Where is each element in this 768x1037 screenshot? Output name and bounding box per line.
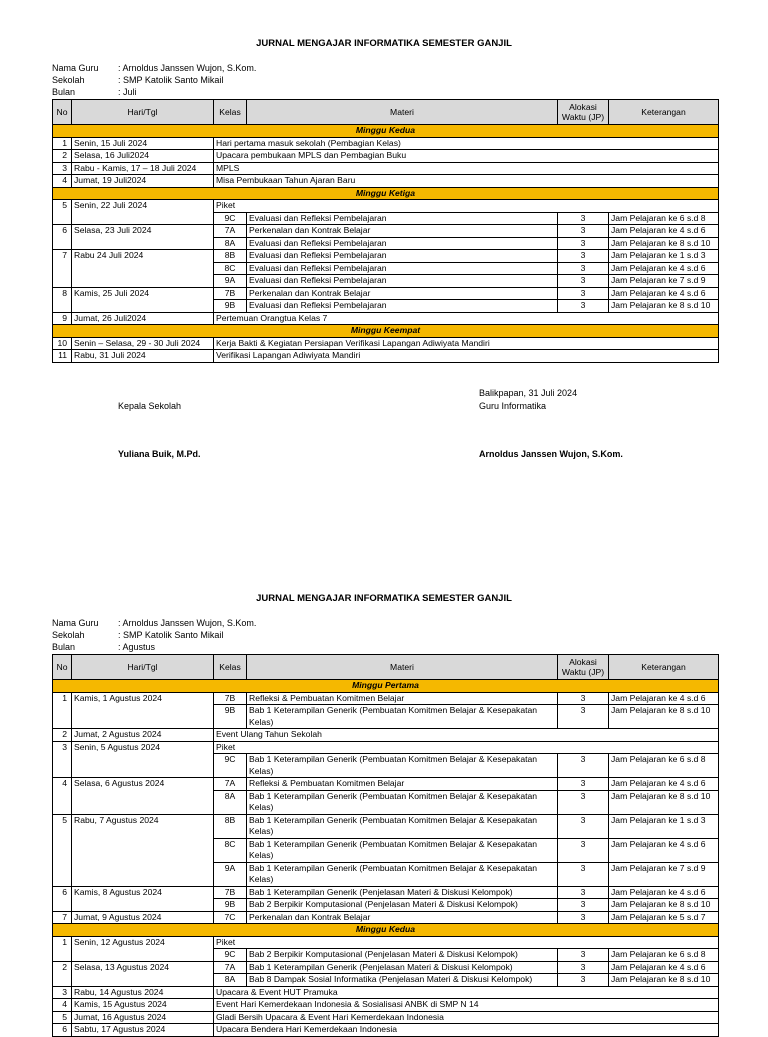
cell-materi: Refleksi & Pembuatan Komitmen Belajar — [247, 692, 558, 705]
week-label: Minggu Pertama — [53, 680, 719, 693]
cell-keterangan: Jam Pelajaran ke 4 s.d 6 — [609, 886, 719, 899]
value-guru: : Arnoldus Janssen Wujon, S.Kom. — [118, 618, 257, 628]
cell-kelas: 9B — [214, 899, 247, 912]
cell-jp: 3 — [558, 838, 609, 862]
table-row — [53, 999, 719, 1012]
cell-kelas: 7A — [214, 778, 247, 791]
cell-no: 2 — [53, 150, 72, 163]
header-alokasi: Alokasi Waktu (JP) — [558, 655, 609, 680]
cell-kelas: 8B — [214, 814, 247, 838]
teacher-name — [479, 448, 623, 461]
cell-materi: Perkenalan dan Kontrak Belajar — [247, 225, 558, 238]
cell-jp: 3 — [558, 237, 609, 250]
cell-hari: Sabtu, 17 Agustus 2024 — [72, 1024, 214, 1037]
cell-materi: Refleksi & Pembuatan Komitmen Belajar — [247, 778, 558, 791]
table-row — [53, 814, 719, 838]
cell-keterangan: Jam Pelajaran ke 6 s.d 8 — [609, 212, 719, 225]
cell-no: 9 — [53, 312, 72, 325]
cell-materi: Evaluasi dan Refleksi Pembelajaran — [247, 262, 558, 275]
table-row — [53, 337, 719, 350]
cell-kelas: 9C — [214, 754, 247, 778]
cell-kelas: 9A — [214, 862, 247, 886]
cell-no: 6 — [53, 1024, 72, 1037]
cell-materi: Upacara & Event HUT Pramuka — [214, 986, 719, 999]
cell-kelas: 9A — [214, 275, 247, 288]
cell-materi: Verifikasi Lapangan Adiwiyata Mandiri — [214, 350, 719, 363]
table-header — [53, 100, 719, 125]
label-guru: Nama Guru — [52, 63, 99, 73]
cell-materi: Piket — [214, 200, 719, 213]
cell-materi: Piket — [214, 936, 719, 949]
teacher-info — [52, 62, 256, 98]
table-row — [53, 225, 719, 238]
cell-jp: 3 — [558, 250, 609, 263]
cell-hari: Rabu, 7 Agustus 2024 — [72, 814, 214, 886]
teacher-role: Guru Informatika — [479, 401, 547, 411]
cell-no: 7 — [53, 250, 72, 288]
cell-jp: 3 — [558, 790, 609, 814]
teacher-name-text: Arnoldus Janssen Wujon, S.Kom. — [479, 449, 623, 459]
table-row — [53, 137, 719, 150]
cell-materi: Upacara pembukaan MPLS dan Pembagian Buku — [214, 150, 719, 163]
label-sekolah: Sekolah — [52, 630, 85, 640]
value-bulan: : Agustus — [118, 642, 156, 652]
signature-teacher-block — [479, 387, 577, 413]
cell-hari: Jumat, 19 Juli2024 — [72, 175, 214, 188]
cell-kelas: 7B — [214, 287, 247, 300]
cell-no: 1 — [53, 936, 72, 961]
table-row — [53, 961, 719, 974]
cell-jp: 3 — [558, 692, 609, 705]
cell-hari: Kamis, 15 Agustus 2024 — [72, 999, 214, 1012]
header-hari: Hari/Tgl — [72, 100, 214, 125]
cell-keterangan: Jam Pelajaran ke 6 s.d 8 — [609, 754, 719, 778]
cell-hari: Rabu, 31 Juli 2024 — [72, 350, 214, 363]
week-label: Minggu Keempat — [53, 325, 719, 338]
week-row — [53, 924, 719, 937]
cell-materi: MPLS — [214, 162, 719, 175]
cell-materi: Perkenalan dan Kontrak Belajar — [247, 911, 558, 924]
cell-materi: Gladi Bersih Upacara & Event Hari Kemerdekaan Indonesia — [214, 1011, 719, 1024]
cell-kelas: 8A — [214, 237, 247, 250]
cell-no: 4 — [53, 999, 72, 1012]
cell-no: 3 — [53, 741, 72, 778]
header-no: No — [53, 100, 72, 125]
table-row — [53, 741, 719, 754]
table-row — [53, 150, 719, 163]
cell-jp: 3 — [558, 225, 609, 238]
cell-no: 10 — [53, 337, 72, 350]
cell-keterangan: Jam Pelajaran ke 8 s.d 10 — [609, 705, 719, 729]
cell-no: 5 — [53, 200, 72, 225]
cell-materi: Bab 8 Dampak Sosial Informatika (Penjelasan Materi & Diskusi Kelompok) — [247, 974, 558, 987]
cell-no: 11 — [53, 350, 72, 363]
week-row — [53, 187, 719, 200]
cell-keterangan: Jam Pelajaran ke 1 s.d 3 — [609, 814, 719, 838]
cell-jp: 3 — [558, 705, 609, 729]
cell-hari: Senin, 22 Juli 2024 — [72, 200, 214, 225]
cell-keterangan: Jam Pelajaran ke 4 s.d 6 — [609, 692, 719, 705]
header-hari: Hari/Tgl — [72, 655, 214, 680]
header-alokasi: Alokasi Waktu (JP) — [558, 100, 609, 125]
cell-hari: Selasa, 13 Agustus 2024 — [72, 961, 214, 986]
cell-no: 1 — [53, 137, 72, 150]
cell-no: 5 — [53, 814, 72, 886]
cell-no: 5 — [53, 1011, 72, 1024]
cell-hari: Senin, 12 Agustus 2024 — [72, 936, 214, 961]
table-row — [53, 162, 719, 175]
cell-jp: 3 — [558, 275, 609, 288]
cell-jp: 3 — [558, 899, 609, 912]
cell-materi: Bab 1 Keterampilan Generik (Pembuatan Komitmen Belajar & Kesepakatan Kelas) — [247, 838, 558, 862]
cell-materi: Kerja Bakti & Kegiatan Persiapan Verifikasi Lapangan Adiwiyata Mandiri — [214, 337, 719, 350]
cell-keterangan: Jam Pelajaran ke 4 s.d 6 — [609, 838, 719, 862]
label-bulan: Bulan — [52, 87, 76, 97]
table-row — [53, 729, 719, 742]
cell-hari: Rabu - Kamis, 17 – 18 Juli 2024 — [72, 162, 214, 175]
cell-kelas: 7C — [214, 911, 247, 924]
value-bulan: : Juli — [118, 87, 137, 97]
cell-materi: Bab 1 Keterampilan Generik (Penjelasan Materi & Diskusi Kelompok) — [247, 886, 558, 899]
cell-materi: Bab 1 Keterampilan Generik (Pembuatan Komitmen Belajar & Kesepakatan Kelas) — [247, 754, 558, 778]
cell-keterangan: Jam Pelajaran ke 1 s.d 3 — [609, 250, 719, 263]
cell-jp: 3 — [558, 300, 609, 313]
journal-title: JURNAL MENGAJAR INFORMATIKA SEMESTER GANJIL — [256, 593, 512, 604]
cell-no: 2 — [53, 729, 72, 742]
headmaster-name — [118, 448, 201, 461]
table-row — [53, 936, 719, 949]
cell-kelas: 7B — [214, 692, 247, 705]
cell-materi: Evaluasi dan Refleksi Pembelajaran — [247, 250, 558, 263]
cell-materi: Bab 1 Keterampilan Generik (Pembuatan Komitmen Belajar & Kesepakatan Kelas) — [247, 705, 558, 729]
week-row — [53, 125, 719, 138]
value-guru: : Arnoldus Janssen Wujon, S.Kom. — [118, 63, 257, 73]
cell-materi: Evaluasi dan Refleksi Pembelajaran — [247, 300, 558, 313]
cell-jp: 3 — [558, 961, 609, 974]
cell-kelas: 9B — [214, 300, 247, 313]
table-header — [53, 655, 719, 680]
table-row — [53, 911, 719, 924]
teacher-info — [52, 617, 256, 653]
cell-kelas: 8A — [214, 790, 247, 814]
header-materi: Materi — [247, 655, 558, 680]
cell-hari: Jumat, 26 Juli2024 — [72, 312, 214, 325]
cell-keterangan: Jam Pelajaran ke 6 s.d 8 — [609, 949, 719, 962]
cell-materi: Misa Pembukaan Tahun Ajaran Baru — [214, 175, 719, 188]
headmaster-role: Kepala Sekolah — [118, 401, 182, 411]
cell-no: 4 — [53, 175, 72, 188]
cell-keterangan: Jam Pelajaran ke 8 s.d 10 — [609, 300, 719, 313]
cell-keterangan: Jam Pelajaran ke 4 s.d 6 — [609, 778, 719, 791]
cell-kelas: 9C — [214, 212, 247, 225]
cell-hari: Kamis, 25 Juli 2024 — [72, 287, 214, 312]
week-label: Minggu Kedua — [53, 125, 719, 138]
cell-jp: 3 — [558, 886, 609, 899]
cell-keterangan: Jam Pelajaran ke 8 s.d 10 — [609, 974, 719, 987]
header-kelas: Kelas — [214, 100, 247, 125]
cell-keterangan: Jam Pelajaran ke 7 s.d 9 — [609, 862, 719, 886]
table-row — [53, 312, 719, 325]
table-row — [53, 778, 719, 791]
cell-hari: Rabu, 14 Agustus 2024 — [72, 986, 214, 999]
cell-hari: Senin – Selasa, 29 - 30 Juli 2024 — [72, 337, 214, 350]
cell-materi: Evaluasi dan Refleksi Pembelajaran — [247, 237, 558, 250]
cell-hari: Jumat, 16 Agustus 2024 — [72, 1011, 214, 1024]
place-date: Balikpapan, 31 Juli 2024 — [479, 388, 578, 398]
cell-hari: Kamis, 8 Agustus 2024 — [72, 886, 214, 911]
table-row — [53, 886, 719, 899]
cell-kelas: 9B — [214, 705, 247, 729]
cell-materi: Evaluasi dan Refleksi Pembelajaran — [247, 212, 558, 225]
cell-kelas: 8C — [214, 262, 247, 275]
cell-kelas: 8C — [214, 838, 247, 862]
value-sekolah: : SMP Katolik Santo Mikail — [118, 630, 224, 640]
cell-keterangan: Jam Pelajaran ke 8 s.d 10 — [609, 790, 719, 814]
journal-title: JURNAL MENGAJAR INFORMATIKA SEMESTER GANJIL — [256, 38, 512, 49]
cell-keterangan: Jam Pelajaran ke 4 s.d 6 — [609, 287, 719, 300]
cell-jp: 3 — [558, 814, 609, 838]
week-label: Minggu Ketiga — [53, 187, 719, 200]
cell-kelas: 9C — [214, 949, 247, 962]
label-bulan: Bulan — [52, 642, 76, 652]
cell-kelas: 7A — [214, 961, 247, 974]
header-no: No — [53, 655, 72, 680]
cell-materi: Bab 1 Keterampilan Generik (Pembuatan Komitmen Belajar & Kesepakatan Kelas) — [247, 862, 558, 886]
cell-kelas: 8B — [214, 250, 247, 263]
cell-keterangan: Jam Pelajaran ke 4 s.d 6 — [609, 262, 719, 275]
cell-materi: Pertemuan Orangtua Kelas 7 — [214, 312, 719, 325]
cell-no: 7 — [53, 911, 72, 924]
cell-keterangan: Jam Pelajaran ke 5 s.d 7 — [609, 911, 719, 924]
cell-materi: Bab 1 Keterampilan Generik (Penjelasan Materi & Diskusi Kelompok) — [247, 961, 558, 974]
table-row — [53, 986, 719, 999]
header-kelas: Kelas — [214, 655, 247, 680]
cell-jp: 3 — [558, 754, 609, 778]
cell-hari: Rabu 24 Juli 2024 — [72, 250, 214, 288]
cell-hari: Senin, 5 Agustus 2024 — [72, 741, 214, 778]
cell-no: 6 — [53, 886, 72, 911]
cell-kelas: 7B — [214, 886, 247, 899]
cell-keterangan: Jam Pelajaran ke 8 s.d 10 — [609, 899, 719, 912]
cell-keterangan: Jam Pelajaran ke 4 s.d 6 — [609, 961, 719, 974]
cell-keterangan: Jam Pelajaran ke 4 s.d 6 — [609, 225, 719, 238]
cell-kelas: 7A — [214, 225, 247, 238]
table-row — [53, 1024, 719, 1037]
cell-no: 6 — [53, 225, 72, 250]
cell-materi: Piket — [214, 741, 719, 754]
cell-jp: 3 — [558, 212, 609, 225]
cell-materi: Hari pertama masuk sekolah (Pembagian Kelas) — [214, 137, 719, 150]
table-row — [53, 287, 719, 300]
cell-no: 4 — [53, 778, 72, 815]
journal-table — [52, 654, 719, 1037]
cell-materi: Event Hari Kemerdekaan Indonesia & Sosialisasi ANBK di SMP N 14 — [214, 999, 719, 1012]
cell-hari: Selasa, 6 Agustus 2024 — [72, 778, 214, 815]
cell-materi: Upacara Bendera Hari Kemerdekaan Indonesia — [214, 1024, 719, 1037]
cell-no: 3 — [53, 986, 72, 999]
journal-table — [52, 99, 719, 363]
headmaster-name-text: Yuliana Buik, M.Pd. — [118, 449, 201, 459]
header-materi: Materi — [247, 100, 558, 125]
table-row — [53, 692, 719, 705]
table-row — [53, 250, 719, 263]
table-row — [53, 175, 719, 188]
cell-jp: 3 — [558, 949, 609, 962]
cell-materi: Perkenalan dan Kontrak Belajar — [247, 287, 558, 300]
cell-jp: 3 — [558, 974, 609, 987]
table-row — [53, 350, 719, 363]
cell-hari: Kamis, 1 Agustus 2024 — [72, 692, 214, 729]
cell-materi: Event Ulang Tahun Sekolah — [214, 729, 719, 742]
cell-hari: Senin, 15 Juli 2024 — [72, 137, 214, 150]
cell-jp: 3 — [558, 911, 609, 924]
header-keterangan: Keterangan — [609, 100, 719, 125]
week-row — [53, 680, 719, 693]
cell-hari: Selasa, 16 Juli2024 — [72, 150, 214, 163]
week-row — [53, 325, 719, 338]
table-row — [53, 1011, 719, 1024]
cell-jp: 3 — [558, 778, 609, 791]
cell-materi: Bab 1 Keterampilan Generik (Pembuatan Komitmen Belajar & Kesepakatan Kelas) — [247, 814, 558, 838]
value-sekolah: : SMP Katolik Santo Mikail — [118, 75, 224, 85]
cell-no: 8 — [53, 287, 72, 312]
cell-hari: Jumat, 2 Agustus 2024 — [72, 729, 214, 742]
cell-hari: Jumat, 9 Agustus 2024 — [72, 911, 214, 924]
header-keterangan: Keterangan — [609, 655, 719, 680]
cell-jp: 3 — [558, 262, 609, 275]
cell-no: 3 — [53, 162, 72, 175]
cell-no: 2 — [53, 961, 72, 986]
cell-hari: Selasa, 23 Juli 2024 — [72, 225, 214, 250]
cell-no: 1 — [53, 692, 72, 729]
cell-materi: Evaluasi dan Refleksi Pembelajaran — [247, 275, 558, 288]
label-sekolah: Sekolah — [52, 75, 85, 85]
cell-kelas: 8A — [214, 974, 247, 987]
table-row — [53, 200, 719, 213]
cell-materi: Bab 1 Keterampilan Generik (Pembuatan Komitmen Belajar & Kesepakatan Kelas) — [247, 790, 558, 814]
cell-jp: 3 — [558, 862, 609, 886]
cell-materi: Bab 2 Berpikir Komputasional (Penjelasan Materi & Diskusi Kelompok) — [247, 949, 558, 962]
cell-keterangan: Jam Pelajaran ke 7 s.d 9 — [609, 275, 719, 288]
cell-jp: 3 — [558, 287, 609, 300]
label-guru: Nama Guru — [52, 618, 99, 628]
cell-keterangan: Jam Pelajaran ke 8 s.d 10 — [609, 237, 719, 250]
cell-materi: Bab 2 Berpikir Komputasional (Penjelasan Materi & Diskusi Kelompok) — [247, 899, 558, 912]
week-label: Minggu Kedua — [53, 924, 719, 937]
